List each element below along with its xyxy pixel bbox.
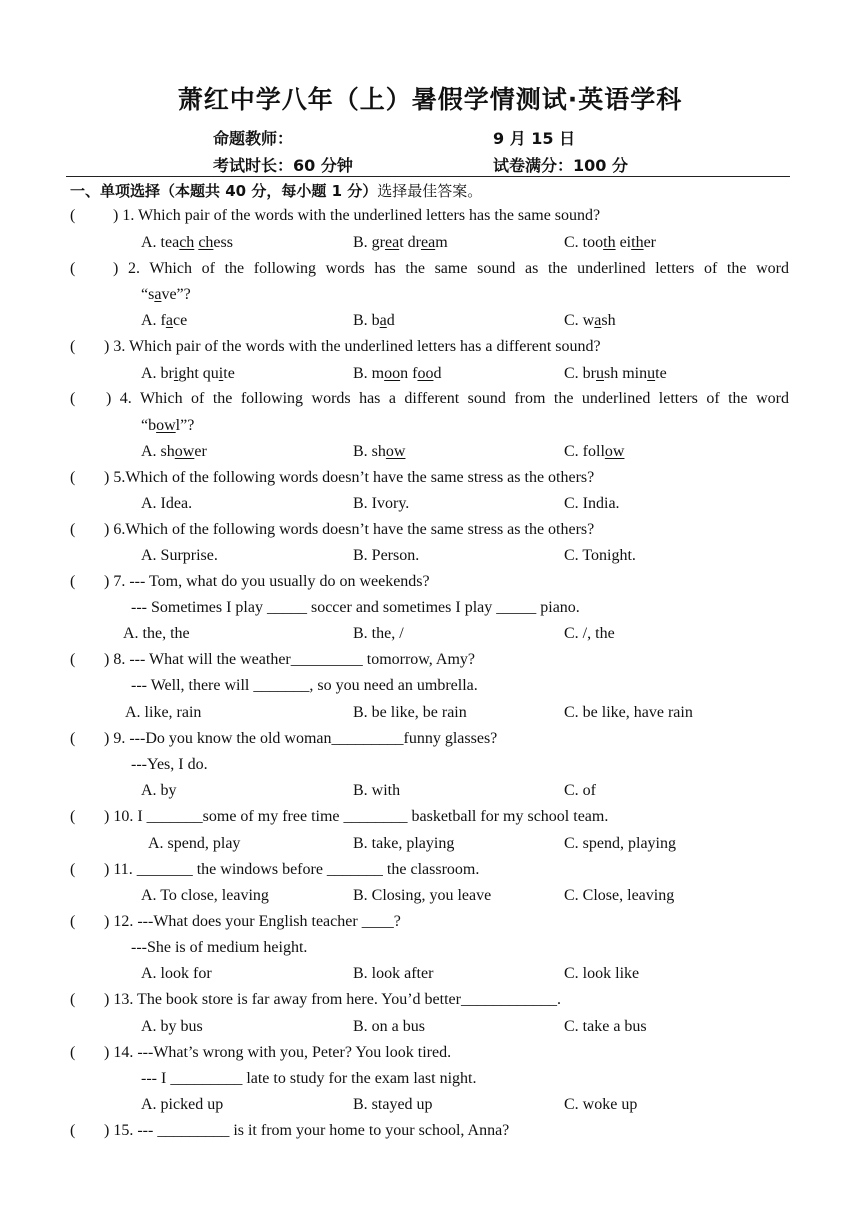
question-12-line2: ---She is of medium height.: [131, 939, 308, 956]
question-4-option-c: C. follow: [564, 443, 625, 460]
question-9-option-a: A. by: [141, 782, 177, 799]
question-3-stem: ) 3. Which pair of the words with the underlined letters has a different sound?: [104, 338, 601, 355]
header-divider: [66, 176, 790, 177]
question-12-option-b: B. look after: [353, 965, 434, 982]
question-11-option-a: A. To close, leaving: [141, 887, 269, 904]
question-8-option-c: C. be like, have rain: [564, 704, 693, 721]
question-4-stem: ) 4. Which of the following words has a different sound from the underlined letters of the word: [106, 390, 789, 407]
question-8-stem: ) 8. --- What will the weather_________ tomorrow, Amy?: [104, 651, 476, 668]
question-13-stem: ) 13. The book store is far away from here. You’d better____________.: [104, 991, 561, 1008]
question-1-stem: ) 1. Which pair of the words with the underlined letters has the same sound?: [113, 207, 601, 224]
question-2-option-c: C. wash: [564, 312, 616, 329]
question-4-stem-cont: “bowl”?: [141, 417, 195, 434]
question-6-option-b: B. Person.: [353, 547, 420, 564]
question-13-option-b: B. on a bus: [353, 1018, 425, 1035]
question-7-line2: --- Sometimes I play _____ soccer and sometimes I play _____ piano.: [131, 599, 580, 616]
question-10-option-b: B. take, playing: [353, 835, 455, 852]
question-13-option-c: C. take a bus: [564, 1018, 647, 1035]
question-14-stem: ) 14. ---What’s wrong with you, Peter? You look tired.: [104, 1044, 452, 1061]
exam-full-score: 试卷满分：100 分: [493, 156, 628, 175]
answer-paren: (: [70, 991, 76, 1008]
answer-paren: (: [70, 260, 76, 277]
question-11-option-b: B. Closing, you leave: [353, 887, 492, 904]
question-8-option-b: B. be like, be rain: [353, 704, 467, 721]
question-13-option-a: A. by bus: [141, 1018, 203, 1035]
question-14-option-c: C. woke up: [564, 1096, 638, 1113]
question-9-option-c: C. of: [564, 782, 596, 799]
question-1-option-c: C. tooth either: [564, 234, 657, 251]
question-7-stem: ) 7. --- Tom, what do you usually do on weekends?: [104, 573, 430, 590]
question-7-option-c: C. /, the: [564, 625, 615, 642]
question-5-stem: ) 5.Which of the following words doesn’t have the same stress as the others?: [104, 469, 595, 486]
answer-paren: (: [70, 1122, 76, 1139]
section-heading: 一、单项选择（本题共 40 分，每小题 1 分）选择最佳答案。: [70, 182, 483, 200]
answer-paren: (: [70, 390, 76, 407]
question-7-option-b: B. the, /: [353, 625, 404, 642]
question-9-line2: ---Yes, I do.: [131, 756, 208, 773]
question-2-option-b: B. bad: [353, 312, 395, 329]
question-15-stem: ) 15. --- _________ is it from your home to your school, Anna?: [104, 1122, 510, 1139]
answer-paren: (: [70, 338, 76, 355]
answer-paren: (: [70, 730, 76, 747]
exam-title: 萧红中学八年（上）暑假学情测试·英语学科: [177, 85, 683, 114]
answer-paren: (: [70, 207, 76, 224]
question-3-option-a: A. bright quite: [141, 365, 235, 382]
question-7-option-a: A. the, the: [123, 625, 190, 642]
question-14-line2: --- I _________ late to study for the exam last night.: [141, 1070, 477, 1087]
answer-paren: (: [70, 1044, 76, 1061]
question-2-stem: ) 2. Which of the following words has the same sound as the underlined letters of the word: [113, 260, 789, 277]
question-4-option-a: A. shower: [141, 443, 207, 460]
question-6-stem: ) 6.Which of the following words doesn’t have the same stress as the others?: [104, 521, 595, 538]
author-label: 命题教师：: [213, 129, 294, 148]
question-9-stem: ) 9. ---Do you know the old woman_________funny glasses?: [104, 730, 498, 747]
question-4-option-b: B. show: [353, 443, 406, 460]
question-2-option-a: A. face: [141, 312, 188, 329]
answer-paren: (: [70, 861, 76, 878]
question-14-option-b: B. stayed up: [353, 1096, 433, 1113]
question-5-option-b: B. Ivory.: [353, 495, 410, 512]
question-5-option-c: C. India.: [564, 495, 620, 512]
question-6-option-a: A. Surprise.: [141, 547, 218, 564]
question-1-option-b: B. great dream: [353, 234, 448, 251]
question-8-line2: --- Well, there will _______, so you need an umbrella.: [131, 677, 478, 694]
question-1-option-a: A. teach chess: [141, 234, 233, 251]
question-5-option-a: A. Idea.: [141, 495, 193, 512]
question-14-option-a: A. picked up: [141, 1096, 224, 1113]
question-12-option-c: C. look like: [564, 965, 640, 982]
question-10-option-a: A. spend, play: [148, 835, 241, 852]
answer-paren: (: [70, 521, 76, 538]
question-12-option-a: A. look for: [141, 965, 212, 982]
question-2-stem-cont: “save”?: [141, 286, 191, 303]
answer-paren: (: [70, 651, 76, 668]
answer-paren: (: [70, 573, 76, 590]
question-12-stem: ) 12. ---What does your English teacher ____?: [104, 913, 401, 930]
question-9-option-b: B. with: [353, 782, 401, 799]
answer-paren: (: [70, 913, 76, 930]
answer-paren: (: [70, 808, 76, 825]
answer-paren: (: [70, 469, 76, 486]
question-11-option-c: C. Close, leaving: [564, 887, 675, 904]
exam-date: 9 月 15 日: [493, 129, 576, 148]
question-8-option-a: A. like, rain: [125, 704, 202, 721]
question-11-stem: ) 11. _______ the windows before _______ the classroom.: [104, 861, 480, 878]
question-3-option-c: C. brush minute: [564, 365, 667, 382]
question-6-option-c: C. Tonight.: [564, 547, 636, 564]
exam-duration: 考试时长：60 分钟: [213, 156, 353, 175]
question-10-option-c: C. spend, playing: [564, 835, 676, 852]
question-10-stem: ) 10. I _______some of my free time ________ basketball for my school team.: [104, 808, 609, 825]
question-3-option-b: B. moon food: [353, 365, 442, 382]
